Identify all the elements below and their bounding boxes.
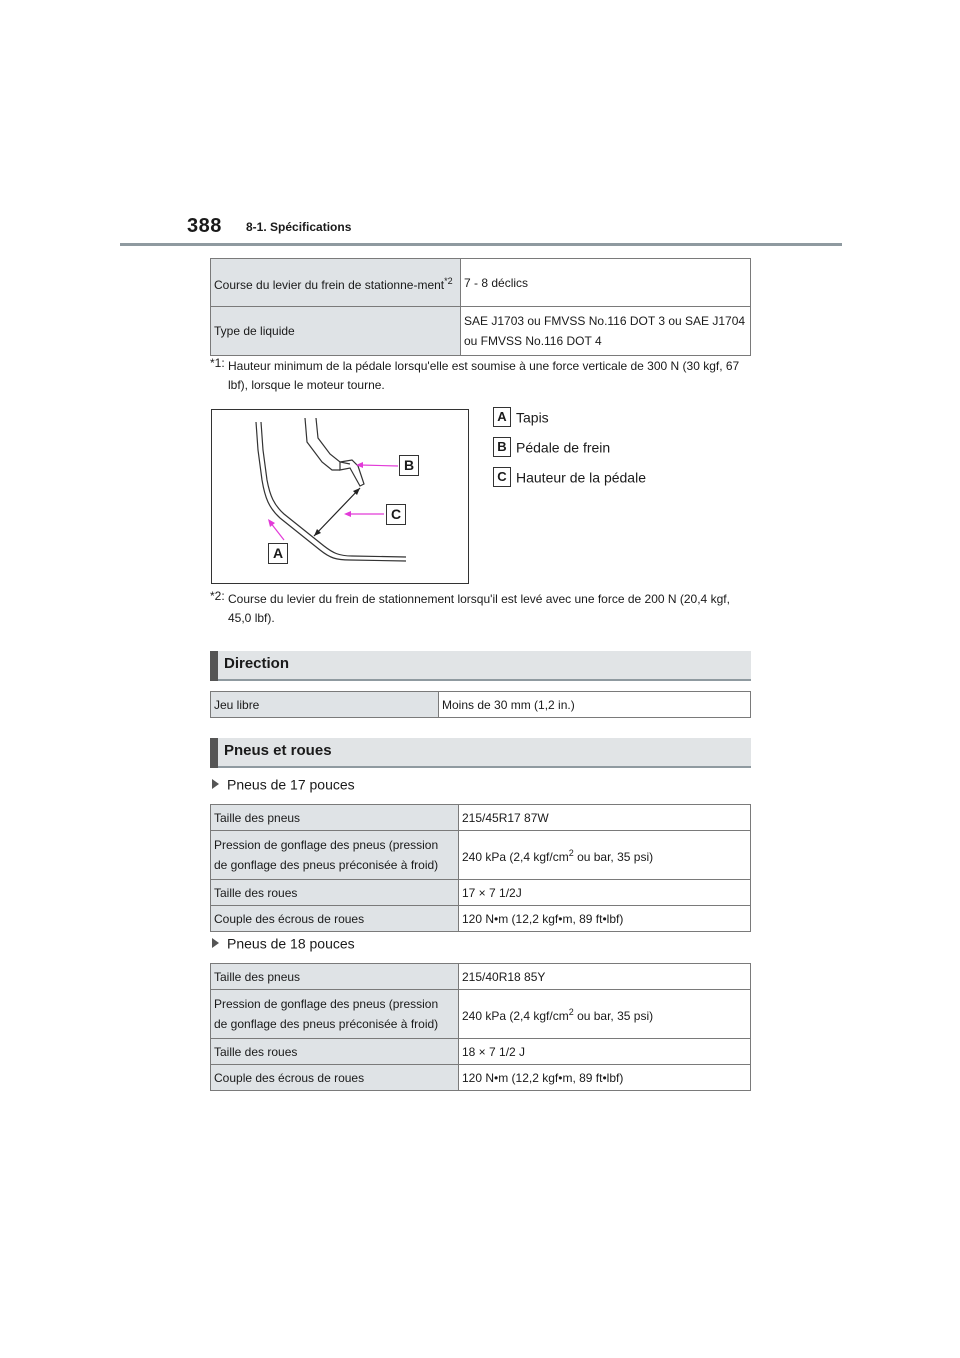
pedal-illustration [212,410,468,583]
superscript: 2 [568,848,574,858]
table-cell-value: 120 N•m (12,2 kgf•m, 89 ft•lbf) [459,1065,751,1091]
cell-line: Pression de gonflage des pneus (pression [214,838,439,852]
table-row [211,307,751,356]
triangle-bullet-icon [212,938,219,948]
header-rule [120,243,842,246]
cell-text: ou bar, 35 psi) [573,850,654,864]
subheading-18-inch [212,934,355,951]
footnote-2 [210,590,755,628]
figure-label-c: C [386,504,406,525]
table-cell-key [211,990,459,1039]
cell-line: ou FMVSS No.116 DOT 4 [464,334,602,348]
heading-title: Direction [224,655,290,672]
table-cell-key: Couple des écrous de roues [211,906,459,932]
heading-accent [210,738,218,768]
table-cell-key: Taille des pneus [211,964,459,990]
legend-item-a [493,406,549,426]
table-cell-value: Moins de 30 mm (1,2 in.) [439,692,751,718]
brake-spec-table [210,258,751,356]
cell-line: de gonflage des pneus préconisée à froid) [214,858,439,872]
table-row [211,259,751,307]
footnote-mark: *1: [210,356,225,370]
table-cell-key [211,831,459,880]
table-row [211,1039,751,1065]
table-cell-value [459,990,751,1039]
footnote-text: Course du levier du frein de stationnement lorsqu'il est levé avec une force de 200 N (20,4 kgf, 45,0 lbf). [228,592,730,625]
page-number: 388 [187,215,222,237]
cell-text: 240 kPa (2,4 kgf/cm [462,1009,569,1023]
superscript: 2 [568,1007,574,1017]
cell-text: Course du levier du frein de stationne-ment [214,277,445,292]
footnote-text: Hauteur minimum de la pédale lorsqu'elle est soumise à une force verticale de 300 N (30 kgf, 67 lbf), lorsque le moteur tourne. [228,359,740,392]
cell-line: SAE J1703 ou FMVSS No.116 DOT 3 ou SAE J1704 [464,314,746,328]
cell-line: de gonflage des pneus préconisée à froid) [214,1017,439,1031]
table-cell-value: 18 × 7 1/2 J [459,1039,751,1065]
table-cell-value [461,307,751,356]
figure-label-b: B [399,455,419,476]
heading-title: Pneus et roues [224,742,332,759]
legend-item-c [493,466,646,486]
cell-text: 240 kPa (2,4 kgf/cm [462,850,569,864]
cell-text: ou bar, 35 psi) [573,1009,654,1023]
table-cell-value: 17 × 7 1/2J [459,880,751,906]
table-cell-key: Taille des roues [211,1039,459,1065]
figure-label-a: A [268,543,288,564]
table-cell-value: 215/45R17 87W [459,805,751,831]
subheading-text: Pneus de 18 pouces [227,935,355,952]
table-row [211,805,751,831]
tires-17-table [210,804,751,932]
table-cell-key: Jeu libre [211,692,439,718]
legend-label: Tapis [516,409,549,426]
table-cell-key: Couple des écrous de roues [211,1065,459,1091]
table-row [211,1065,751,1091]
footnote-ref: *2 [444,275,453,286]
table-row [211,692,751,718]
legend-label: Pédale de frein [516,439,611,456]
table-row [211,964,751,990]
legend-key: B [493,437,511,457]
footnote-1 [210,357,755,395]
triangle-bullet-icon [212,779,219,789]
tires-18-table [210,963,751,1091]
table-cell-key: Taille des pneus [211,805,459,831]
section-title: 8-1. Spécifications [246,220,352,234]
table-cell-value: 215/40R18 85Y [459,964,751,990]
subheading-text: Pneus de 17 pouces [227,776,355,793]
table-cell-value [459,831,751,880]
heading-accent [210,651,218,681]
table-row [211,990,751,1039]
legend-item-b [493,436,610,456]
table-cell-key: Type de liquide [211,307,461,356]
table-cell-value: 7 - 8 déclics [461,259,751,307]
table-row [211,906,751,932]
section-heading-tires [210,738,751,768]
legend-key: A [493,407,511,427]
table-cell-key: Taille des roues [211,880,459,906]
section-heading-direction [210,651,751,681]
table-row [211,880,751,906]
table-cell-key [211,259,461,307]
legend-key: C [493,467,511,487]
direction-table [210,691,751,718]
table-row [211,831,751,880]
cell-line: Pression de gonflage des pneus (pression [214,997,439,1011]
subheading-17-inch [212,775,355,792]
table-cell-value: 120 N•m (12,2 kgf•m, 89 ft•lbf) [459,906,751,932]
legend-label: Hauteur de la pédale [516,469,646,486]
pedal-figure [211,409,469,584]
footnote-mark: *2: [210,589,225,603]
